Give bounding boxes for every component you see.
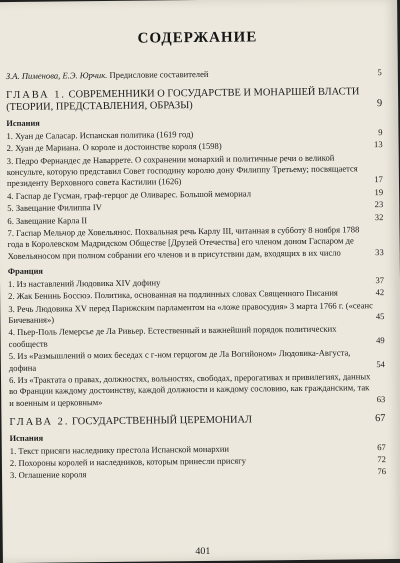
spain-entries xyxy=(6,127,383,262)
entry-page: 42 xyxy=(375,287,385,298)
entry-number: 5. xyxy=(7,203,14,214)
entry-page: 72 xyxy=(377,454,386,465)
entry-title: Из наставлений Людовика XIV дофину xyxy=(16,277,161,289)
entry-number: 2. xyxy=(6,143,14,154)
entry-title: Завещание Филиппа IV xyxy=(15,202,102,214)
page-title: СОДЕРЖАНИЕ xyxy=(137,29,258,47)
toc-entry xyxy=(9,347,385,374)
entry-number: 3. xyxy=(6,155,14,166)
entry-page: 23 xyxy=(374,199,384,210)
toc-entry xyxy=(8,323,384,350)
entry-title: Гаспар де Гусман, граф-герцог де Оливарес. Большой мемориал xyxy=(15,188,252,201)
entry-title: Речь Людовика XV перед Парижским парламентом на «ложе правосудия» 3 марта 1766 г. («сеанс Бичевания») xyxy=(8,299,373,325)
page-number: 401 xyxy=(195,545,211,558)
entry-title: Педро Фернандес де Наваррете. О сохранении монархий и политичные речи о великой консульте, которую представил Совет господину королю дону Филиппу Третьему; посвящается президенту Верховного совета Кастилии (1626) xyxy=(6,152,358,189)
entry-page: 37 xyxy=(375,274,385,285)
preface-entry xyxy=(6,67,382,82)
chapter-1-page: 9 xyxy=(376,98,383,110)
entry-page: 63 xyxy=(376,393,386,404)
entry-title: Пьер-Поль Лемерсье де Ла Ривьер. Естественный и важнейший порядок политических сообществ xyxy=(8,323,337,349)
toc-entry xyxy=(7,224,383,262)
entry-page: 17 xyxy=(374,174,384,185)
section-heading-france: Франция xyxy=(7,266,43,277)
entry-number: 4. xyxy=(8,327,16,338)
chapter-2-heading xyxy=(9,413,385,429)
entry-page: 49 xyxy=(375,334,385,345)
entry-title: Из «Размышлений о моих беседах с г-ном герцогом де Ла Вогийоном» Людовика-Августа, дофина xyxy=(8,347,351,373)
entry-page: 13 xyxy=(373,139,383,150)
entry-page: 67 xyxy=(377,441,386,452)
toc-entry xyxy=(9,371,385,409)
entry-number: 4. xyxy=(7,190,14,201)
entry-title: Похороны королей и наследников, которым принесли присягу xyxy=(18,455,247,468)
chapter-1-title: СОВРЕМЕННИКИ О ГОСУДАРСТВЕ И МОНАРШЕЙ ВЛАСТИ (ТЕОРИИ, ПРЕДСТАВЛЕНИЯ, ОБРАЗЫ) xyxy=(6,86,360,114)
entry-number: 3. xyxy=(8,303,15,314)
toc-entry xyxy=(7,152,383,190)
entry-title: Оглашение короля xyxy=(18,469,87,481)
section-heading-spain: Испания xyxy=(6,119,40,129)
entry-number: 7. xyxy=(7,228,14,239)
entry-title: Гаспар Мельчор де Ховельянос. Похвальная речь Карлу III, читанная в субботу 8 ноября 1788 года в Королевском Мадридском Обществе [Друзей Отечества] его членом доном Гаспаром де Ховельяносом при полном собрании его членов и в присутствии дам, входящих в их число xyxy=(7,224,360,261)
preface-authors: З.А. Пименова, Е.Э. Юрчик. xyxy=(5,69,108,82)
entry-number: 6. xyxy=(8,374,16,385)
france-entries xyxy=(8,275,385,409)
preface-page: 5 xyxy=(377,67,382,78)
entry-title: Завещание Карла II xyxy=(15,214,88,226)
toc-entry xyxy=(8,300,384,327)
entry-number: 2. xyxy=(8,291,15,302)
entry-number: 5. xyxy=(8,351,16,362)
chapter-1-heading xyxy=(6,86,382,114)
entry-title: Жак Бенинь Боссюэ. Политика, основанная на подлинных словах Священного Писания xyxy=(16,287,338,302)
entry-number: 6. xyxy=(7,215,14,226)
entry-number: 2. xyxy=(9,457,17,468)
preface-title: Предисловие составителей xyxy=(109,68,209,80)
entry-page: 9 xyxy=(378,126,383,137)
entry-page: 32 xyxy=(374,211,384,222)
entry-page: 45 xyxy=(375,310,385,322)
entry-number: 3. xyxy=(9,470,17,481)
entry-page: 54 xyxy=(376,358,385,369)
chapter-2-title: ГОСУДАРСТВЕННЫЙ ЦЕРЕМОНИАЛ xyxy=(71,414,253,428)
chapter-2-label: ГЛАВА 2. xyxy=(9,416,70,429)
section-heading-spain-ch2: Испания xyxy=(9,433,44,444)
entry-title: Текст присяги наследнику престола Испанской монархии xyxy=(18,443,230,456)
entry-title: Из «Трактата о правах, должностях, вольностях, свободах, прерогативах и привилегиях, данных во Франции каждому достоинству, каждой должности и каждому сословию, как гражданским, так и военным и церковным» xyxy=(9,371,371,408)
chapter-2-entries xyxy=(10,442,386,482)
entry-page: 19 xyxy=(374,186,384,198)
chapter-1-label: ГЛАВА 1. xyxy=(5,89,67,102)
entry-page: 33 xyxy=(375,246,384,258)
entry-number: 1. xyxy=(6,130,13,141)
entry-title: Хуан де Саласар. Испанская политика (1619 год) xyxy=(15,128,194,141)
entry-number: 1. xyxy=(7,278,15,289)
entry-number: 1. xyxy=(9,445,17,456)
table-of-contents xyxy=(6,66,386,482)
chapter-2-page: 67 xyxy=(375,413,386,425)
entry-title: Хуан де Мариана. О короле и достоинстве короля (1598) xyxy=(15,140,222,154)
entry-page: 76 xyxy=(377,466,387,477)
